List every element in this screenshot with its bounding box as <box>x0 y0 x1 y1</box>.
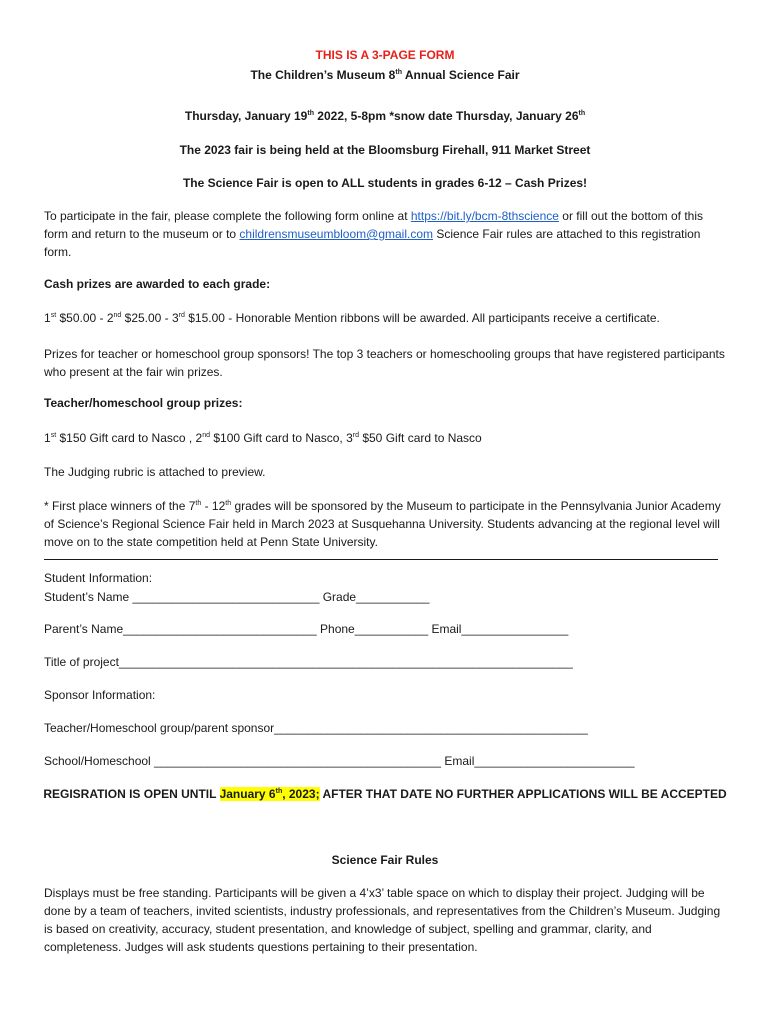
eligibility-line: The Science Fair is open to ALL students in grades 6-12 – Cash Prizes! <box>182 176 588 190</box>
title-sup: th <box>395 69 402 76</box>
three-page-notice: THIS IS A 3-PAGE FORM <box>315 48 455 62</box>
prize-sup: rd <box>178 312 185 319</box>
online-form-link[interactable]: https://bit.ly/bcm-8thscience <box>410 209 559 223</box>
fair-date <box>0 109 770 123</box>
rules-heading: Science Fair Rules <box>331 853 439 867</box>
deadline-text: REGISRATION IS OPEN UNTIL <box>43 787 220 801</box>
registration-deadline <box>0 787 770 801</box>
teacher-prize-text: $150 Gift card to Nasco , 2 <box>56 431 203 445</box>
rules-body: Displays must be free standing. Participants will be given a 4’x3’ table space on which to display their project. Judging will be done by a team of teachers, invited scientists, industry professionals, and representatives from the Children’s Museum. Judging is based on creativity, accuracy, student presentation, and knowledge of subject, spelling and grammar, clarity, and completeness. Judges will ask students questions pertaining to their presentation. <box>44 886 721 954</box>
intro-paragraph <box>44 207 726 261</box>
parent-phone-email-field[interactable]: Parent’s Name_____________________________ Phone___________ Email________________ <box>44 622 569 636</box>
date-sup: th <box>307 110 314 117</box>
fair-location: The 2023 fair is being held at the Bloomsburg Firehall, 911 Market Street <box>179 143 591 157</box>
prize-sup: st <box>50 312 57 319</box>
intro-text-end: Science Fair rules are attached to this registration form. <box>44 227 701 259</box>
intro-text-mid: or fill out the bottom of this form and return to the museum or to <box>44 209 704 241</box>
teacher-prize-sup: nd <box>202 432 211 439</box>
student-name-grade-field[interactable]: Student’s Name ____________________________ Grade___________ <box>44 590 430 604</box>
prize-text: $25.00 - 3 <box>121 311 179 325</box>
sponsor-note-text: - 12 <box>201 499 226 513</box>
sponsor-field[interactable]: Teacher/Homeschool group/parent sponsor_______________________________________________ <box>44 721 588 735</box>
sponsor-note-text: grades will be sponsored by the Museum to participate in the Pennsylvania Junior Academy of Science’s Regional Science Fair held in March 2023 at Susquehanna University. Students advancing at the regional level will move on to the state competition held at Penn State University. <box>44 499 721 549</box>
sponsor-info-label: Sponsor Information: <box>44 688 156 702</box>
teacher-prize-sup: st <box>50 432 57 439</box>
title-text-end: Annual Science Fair <box>401 68 520 82</box>
sponsor-note-sup: th <box>195 500 202 507</box>
teacher-prize-sup: rd <box>352 432 359 439</box>
school-email-field[interactable]: School/Homeschool ___________________________________________ Email________________________ <box>44 754 635 768</box>
rubric-note: The Judging rubric is attached to preview. <box>44 465 266 479</box>
form-divider <box>44 559 718 560</box>
museum-email-link[interactable]: childrensmuseumbloom@gmail.com <box>239 227 434 241</box>
project-title-field[interactable]: Title of project____________________________________________________________________ <box>44 655 573 669</box>
prize-text: $15.00 - Honorable Mention ribbons will be awarded. All participants receive a certificate. <box>184 311 660 325</box>
prize-text: 1 <box>44 311 51 325</box>
sponsor-note-sup: th <box>225 500 232 507</box>
date-sup-snow: th <box>578 110 586 117</box>
title-text: The Children’s Museum 8 <box>250 68 396 82</box>
student-info-label: Student Information: <box>44 571 153 585</box>
date-text-snow: 2022, 5-8pm *snow date Thursday, January 26 <box>313 109 579 123</box>
deadline-sup: th <box>275 788 283 795</box>
teacher-prizes-line <box>44 431 482 445</box>
fair-title <box>0 68 770 82</box>
date-text: Thursday, January 19 <box>184 109 308 123</box>
deadline-year: , 2023; <box>282 787 320 801</box>
intro-text: To participate in the fair, please complete the following form online at <box>44 209 411 223</box>
teacher-prizes-intro: Prizes for teacher or homeschool group sponsors! The top 3 teachers or homeschooling groups that have registered participants who present at the fair win prizes. <box>44 347 725 379</box>
deadline-text-end: AFTER THAT DATE NO FURTHER APPLICATIONS WILL BE ACCEPTED <box>319 787 727 801</box>
teacher-prize-text: $100 Gift card to Nasco, 3 <box>210 431 353 445</box>
cash-prizes-heading: Cash prizes are awarded to each grade: <box>44 277 271 291</box>
teacher-prizes-heading: Teacher/homeschool group prizes: <box>44 396 243 410</box>
sponsorship-note <box>44 497 726 551</box>
sponsor-note-text: * First place winners of the 7 <box>44 499 196 513</box>
teacher-prize-text: $50 Gift card to Nasco <box>359 431 482 445</box>
teacher-prize-text: 1 <box>44 431 51 445</box>
deadline-date-highlight <box>220 787 320 801</box>
prize-text: $50.00 - 2 <box>56 311 114 325</box>
deadline-date: January 6 <box>219 787 276 801</box>
cash-prizes-line <box>44 311 660 325</box>
prize-sup: nd <box>113 312 122 319</box>
